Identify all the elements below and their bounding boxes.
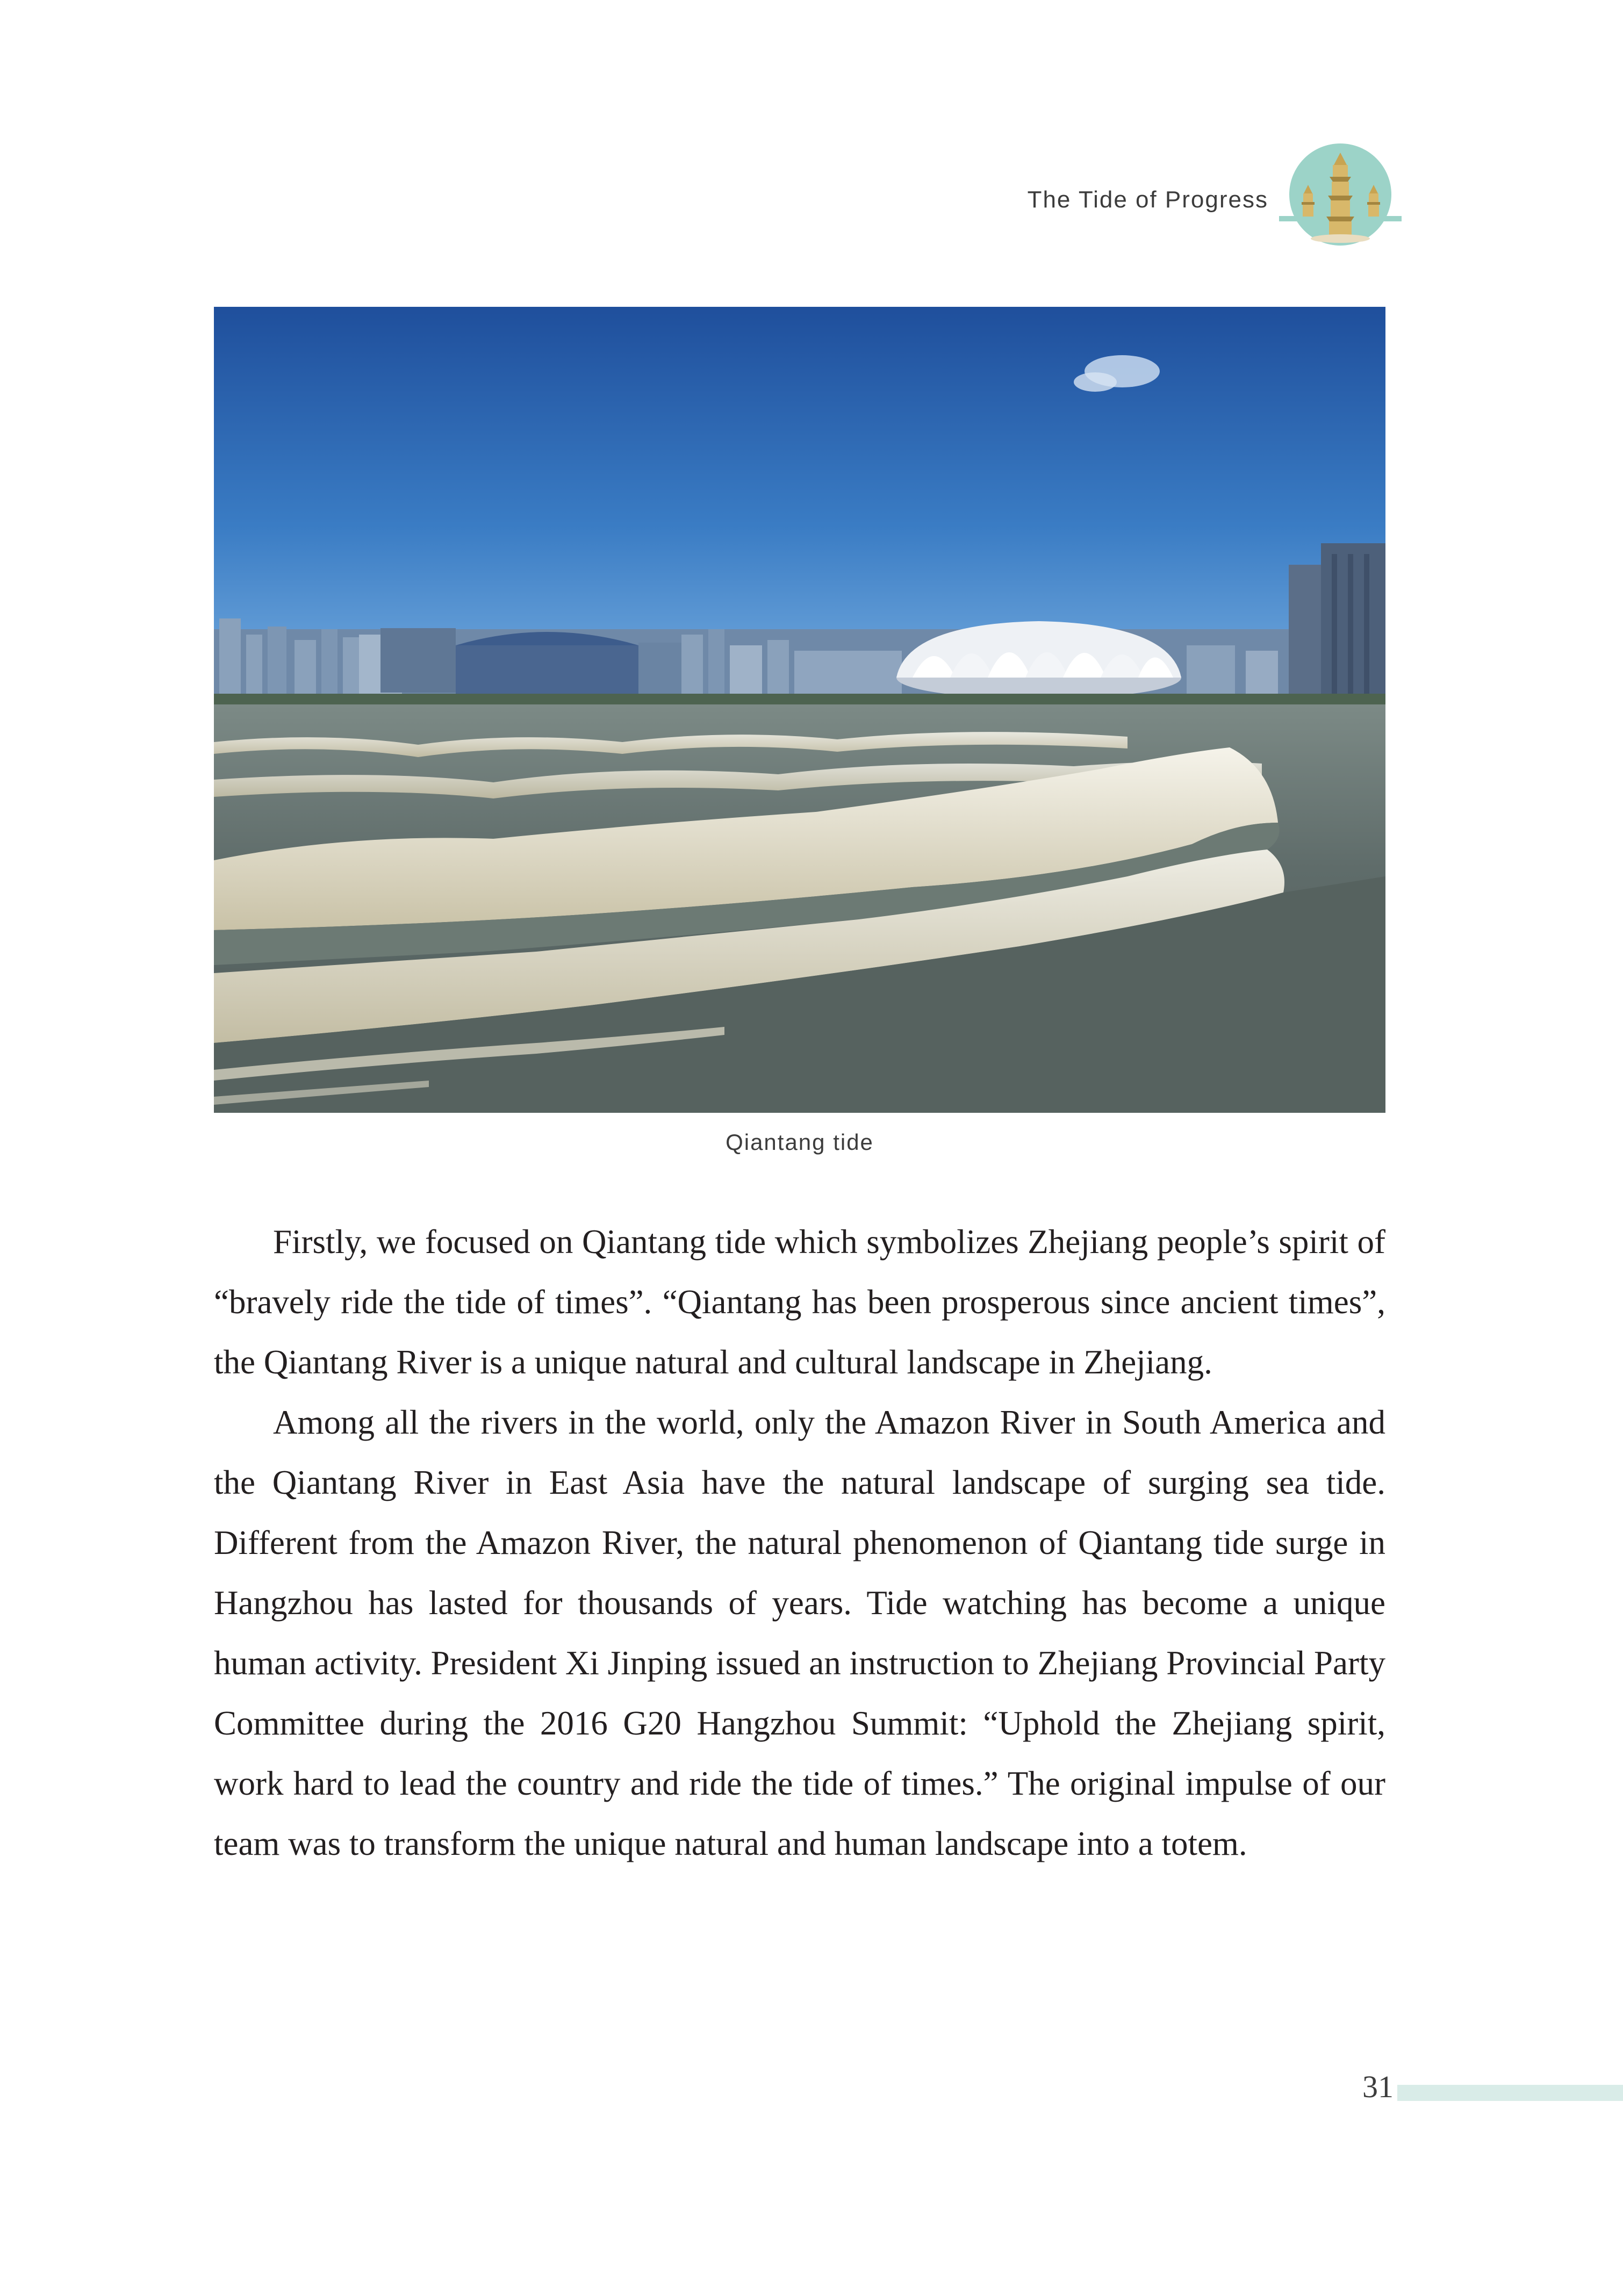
paragraph-1: Firstly, we focused on Qiantang tide which symbolizes Zhejiang people’s spirit of “bravely ride the tide of times”. “Qiantang has been prosperous since ancient times”, the Qiantang River is a unique natural and cultural landscape in Zhejiang. bbox=[214, 1223, 1385, 1381]
pagoda-badge-icon bbox=[1275, 141, 1404, 248]
page-number: 31 bbox=[1362, 2069, 1394, 2104]
page-number-bar bbox=[1397, 2085, 1623, 2101]
figure-caption: Qiantang tide bbox=[726, 1129, 874, 1155]
running-header-title: The Tide of Progress bbox=[1027, 186, 1268, 213]
body-text bbox=[214, 1212, 1385, 1874]
paragraph-2: Among all the rivers in the world, only the Amazon River in South America and the Qiantang River in East Asia have the natural landscape of surging sea tide. Different from the Amazon River, the natural phenomenon of Qiantang tide surge in Hangzhou has lasted for thousands of years. Tide watching has become a unique human activity. President Xi Jinping issued an instruction to Zhejiang Provincial Party Committee during the 2016 G20 Hangzhou Summit: “Uphold the Zhejiang spirit, work hard to lead the country and ride the tide of times.” The original impulse of our team was to transform the unique natural and human landscape into a totem. bbox=[214, 1403, 1385, 1862]
qiantang-tide-photo bbox=[214, 307, 1385, 1113]
